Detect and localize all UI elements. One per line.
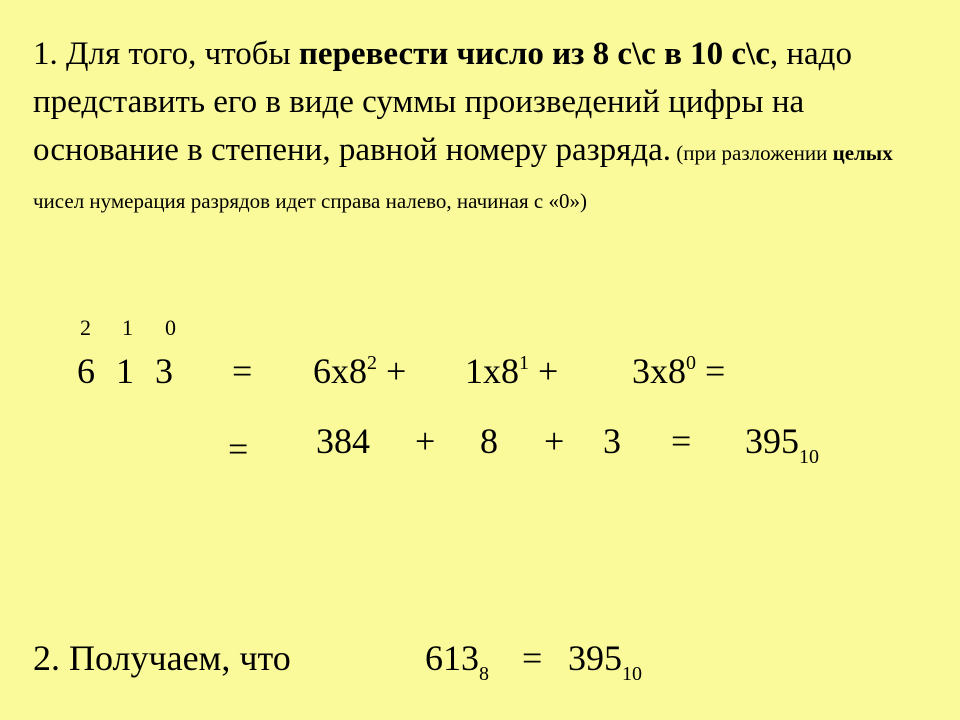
- equals-sign: =: [232, 351, 253, 391]
- position-index: 0: [165, 315, 176, 340]
- note-open: (при разложении: [671, 141, 833, 165]
- conclusion-right-value: $395_{10}$: [568, 638, 642, 685]
- equals-sign: =: [228, 429, 249, 469]
- sum-value: 3: [603, 421, 621, 461]
- sum-value: 8: [480, 421, 498, 461]
- number-digit: 3: [155, 351, 173, 391]
- plus-sign: +: [544, 421, 565, 461]
- sum-value: 384: [316, 421, 370, 461]
- intro-text-2: , надо представить его в виде суммы произведений цифры на основание в степени, равной номеру разряда.: [33, 36, 852, 168]
- intro-paragraph: [33, 30, 938, 222]
- intro-bold-text: перевести число из 8 с\с в 10 с\с: [298, 36, 770, 72]
- expansion-term: $1x8^1$ +: [465, 351, 559, 391]
- position-index: 2: [80, 315, 91, 340]
- intro-text-1: 1. Для того, чтобы: [33, 36, 299, 72]
- number-digit: 6: [77, 351, 95, 391]
- conclusion-label: 2. Получаем, что: [33, 638, 291, 678]
- plus-sign: +: [415, 421, 436, 461]
- equals-sign: =: [671, 421, 692, 461]
- sum-result: $395_{10}$: [745, 421, 819, 468]
- position-index: 1: [122, 315, 133, 340]
- number-digit: 1: [116, 351, 134, 391]
- equals-sign: =: [522, 638, 543, 678]
- note-bold: целых: [832, 141, 893, 165]
- expansion-term: $6x8^2$ +: [313, 351, 407, 391]
- conclusion-left-value: $613_8$: [425, 638, 489, 685]
- note-rest: чисел нумерация разрядов идет справа налево, начиная с «0»): [33, 189, 587, 213]
- expansion-term: $3x8^0$ =: [632, 351, 726, 391]
